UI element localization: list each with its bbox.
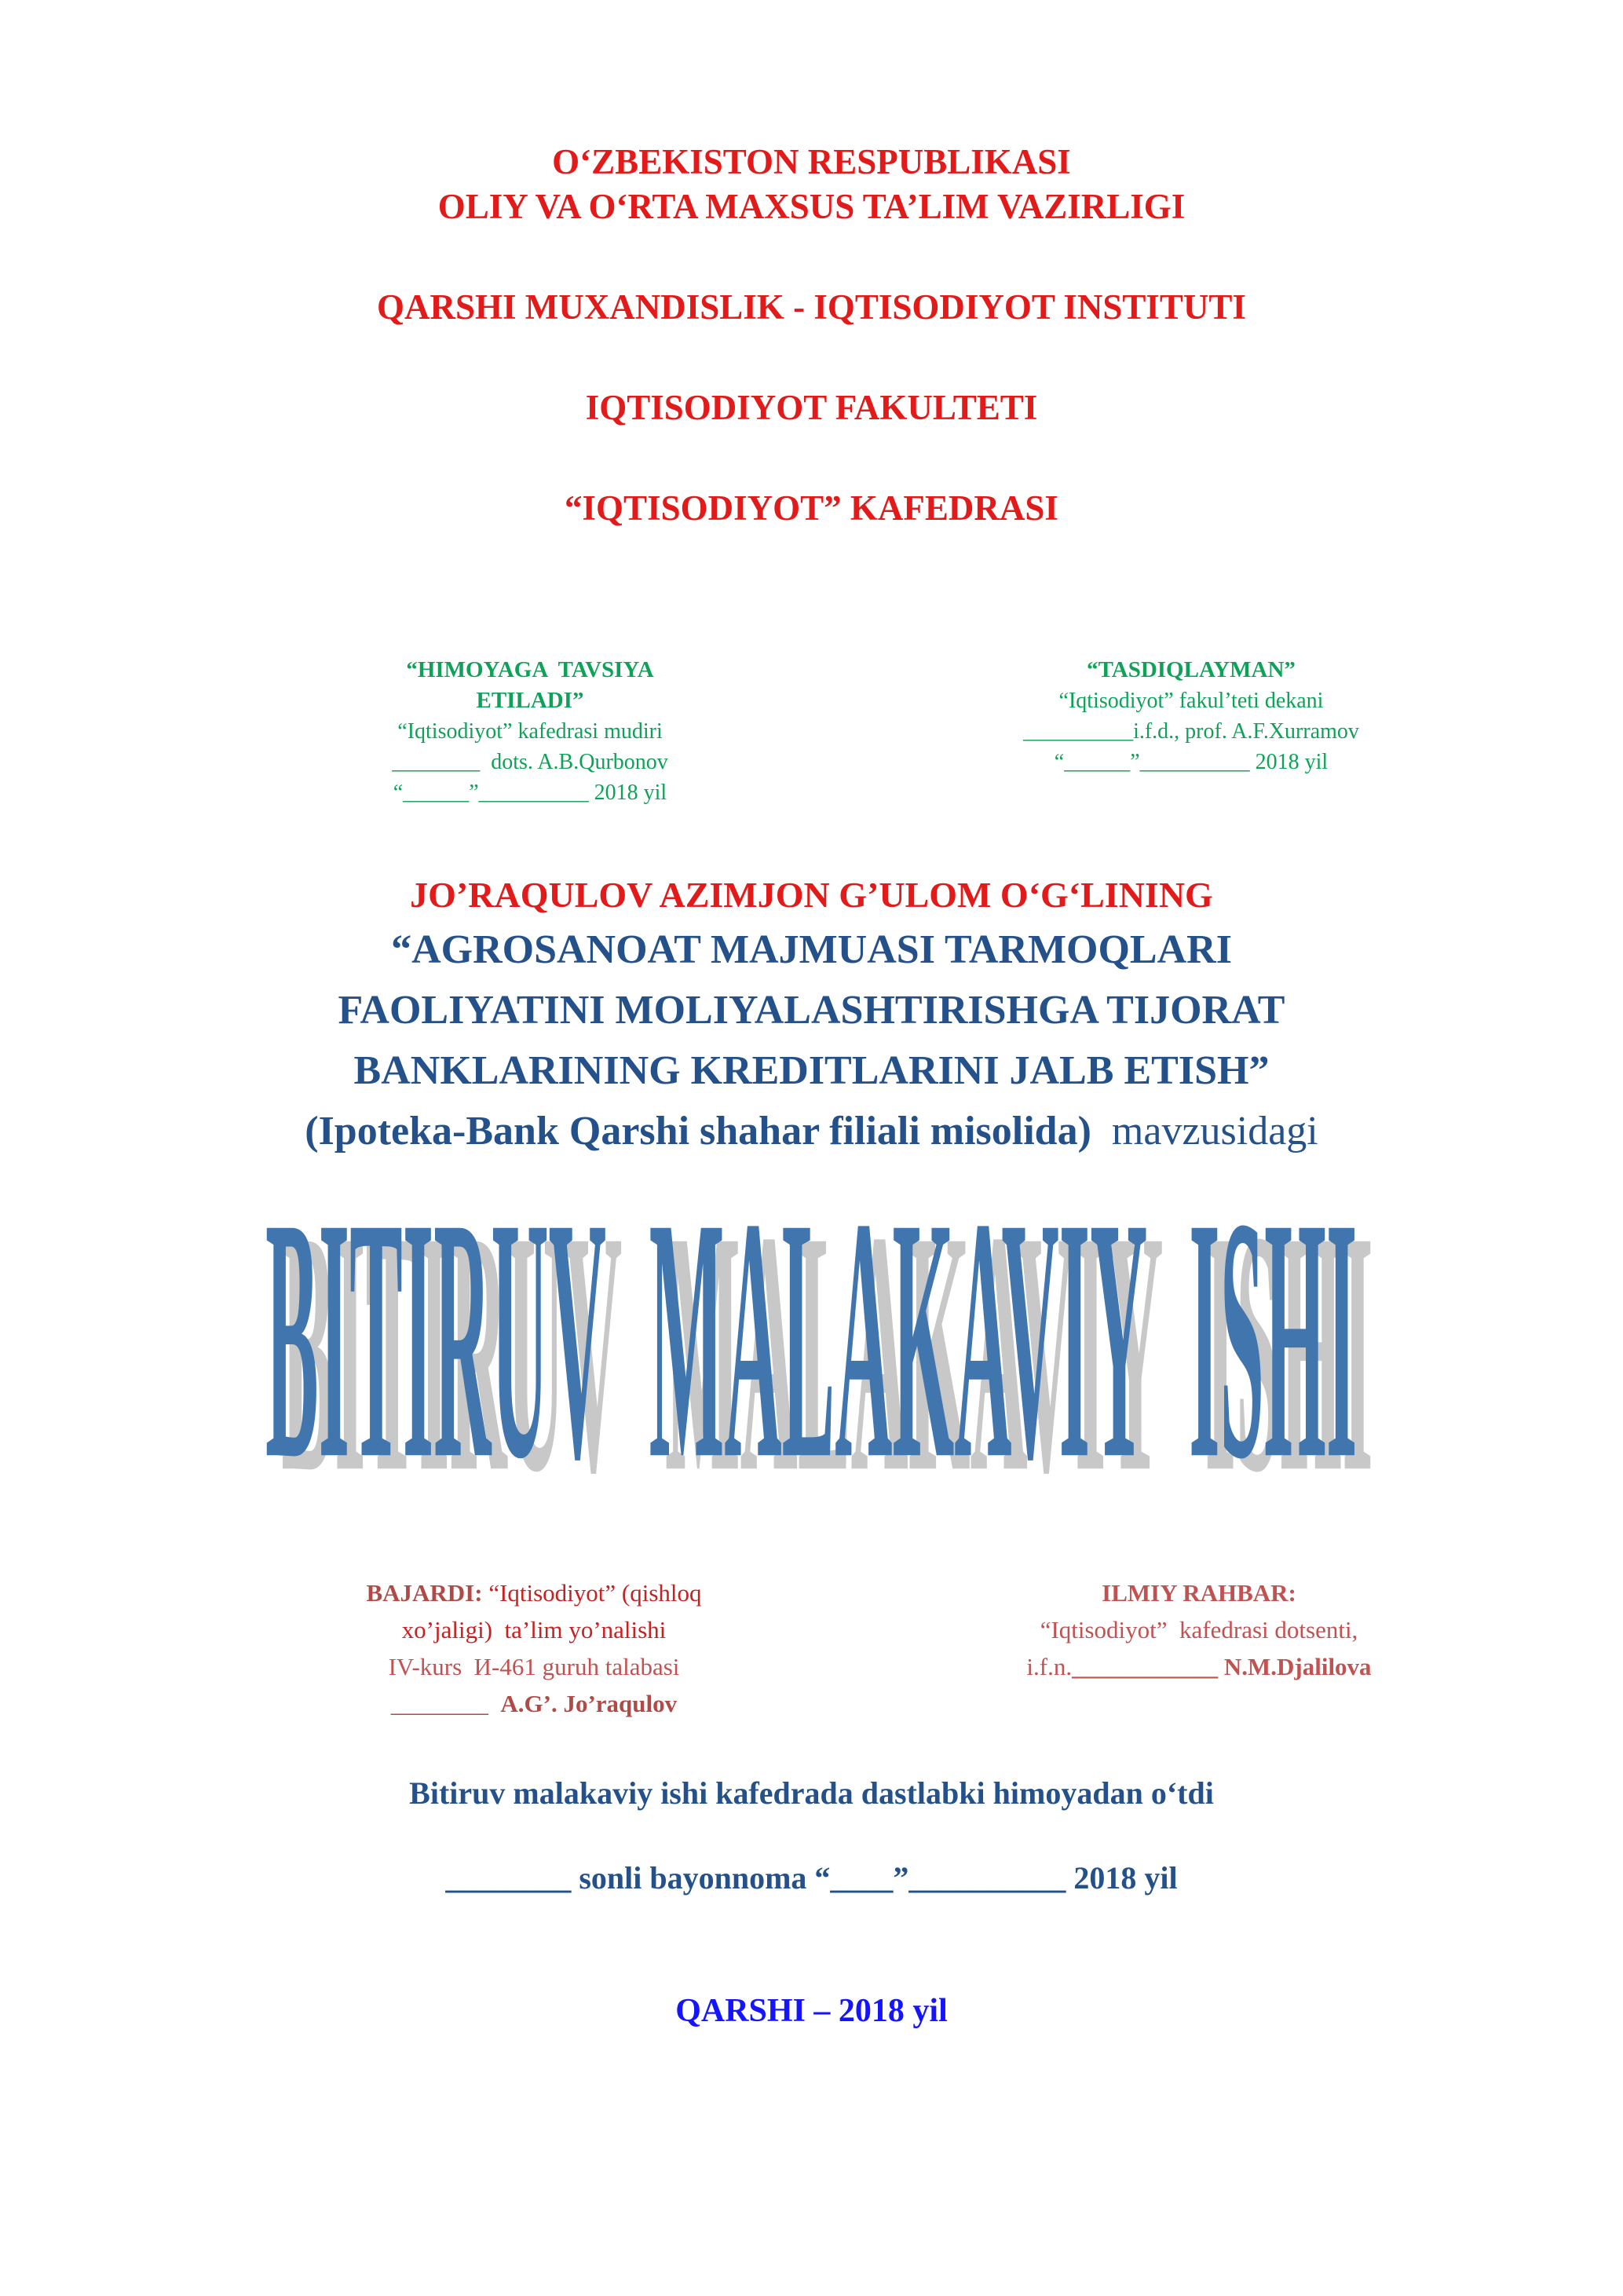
supervisor-line1: “Iqtisodiyot” kafedrasi dotsenti, [1040,1616,1358,1643]
thesis-title [0,919,1623,1101]
supervisor-signature-blank: ____________ [1072,1653,1219,1680]
wordart-text: BITIRUV MALAKAVIY ISHI [265,1148,1358,1533]
confirmation-signature-line: __________i.f.d., prof. A.F.Xurramov [1023,719,1359,744]
header-line-institute: QARSHI MUXANDISLIK - IQTISODIYOT INSTITUTI [377,287,1246,327]
thesis-subtitle-bank: (Ipoteka-Bank Qarshi shahar filiali misolida) [305,1109,1091,1153]
performer-line2: xo’jaligi) ta’lim yo’nalishi [401,1616,667,1643]
approval-section [0,655,1623,808]
performer-label: BAJARDI: [366,1579,483,1607]
city-year-line: QARSHI – 2018 yil [675,1993,948,2029]
defense-statement-line: Bitiruv malakaviy ishi kafedrada dastlabki himoyadan o‘tdi [409,1775,1214,1811]
performer-block [275,1574,793,1722]
performer-line1 [275,1574,793,1611]
header-line-department: “IQTISODIYOT” KAFEDRASI [565,488,1058,528]
recommendation-head-line: “Iqtisodiyot” kafedrasi mudiri [397,719,663,744]
supervisor-degree-prefix: i.f.n. [1026,1653,1073,1680]
performer-line4 [275,1685,793,1722]
supervisor-line2 [881,1648,1517,1685]
confirmation-dean-line: “Iqtisodiyot” fakul’teti dekani [1058,689,1324,713]
supervisor-label: ILMIY RAHBAR: [1102,1579,1296,1607]
confirmation-title: “TASDIQLAYMAN” [1087,657,1296,682]
thesis-subtitle-suffix: mavzusidagi [1091,1109,1318,1153]
recommendation-date-line: “______”__________ 2018 yil [393,781,667,805]
recommendation-block [310,655,750,808]
performer-line1-rest: “Iqtisodiyot” (qishloq [482,1579,702,1607]
thesis-title-line3: BANKLARINING KREDITLARINI JALB ETISH” [353,1048,1270,1093]
performer-supervisor-section [0,1574,1623,1722]
performer-signature-blank: ________ [390,1690,501,1717]
confirmation-date-line: “______”__________ 2018 yil [1054,750,1329,774]
confirmation-block [877,655,1505,808]
performer-line3: IV-kurs И-461 guruh talabasi [388,1653,680,1680]
author-name-line: JO’RAQULOV AZIMJON G’ULOM O‘G‘LINING [410,875,1213,915]
recommendation-title-line2: ETILADI” [476,688,584,713]
recommendation-signature-line: ________ dots. A.B.Qurbonov [392,750,668,774]
protocol-line: ________ sonli bayonnoma “____”__________ 2018 yil [445,1860,1178,1896]
recommendation-title-line1: “HIMOYAGA TAVSIYA [406,657,654,682]
header-line-ministry: OLIY VA O‘RTA MAXSUS TA’LIM VAZIRLIGI [437,187,1186,226]
header-line-faculty: IQTISODIYOT FAKULTETI [585,388,1038,427]
supervisor-block [881,1574,1517,1722]
thesis-title-line2: FAOLIYATINI MOLIYALASHTIRISHGA TIJORAT [338,988,1285,1033]
ministry-header [0,0,1623,531]
supervisor-name: N.M.Djalilova [1218,1653,1372,1680]
header-line-republic: O‘ZBEKISTON RESPUBLIKASI [552,142,1071,181]
performer-name: A.G’. Jo’raqulov [500,1690,678,1717]
wordart-banner [0,1148,1623,1533]
thesis-title-line1: “AGROSANOAT MAJMUASI TARMOQLARI [391,927,1232,972]
